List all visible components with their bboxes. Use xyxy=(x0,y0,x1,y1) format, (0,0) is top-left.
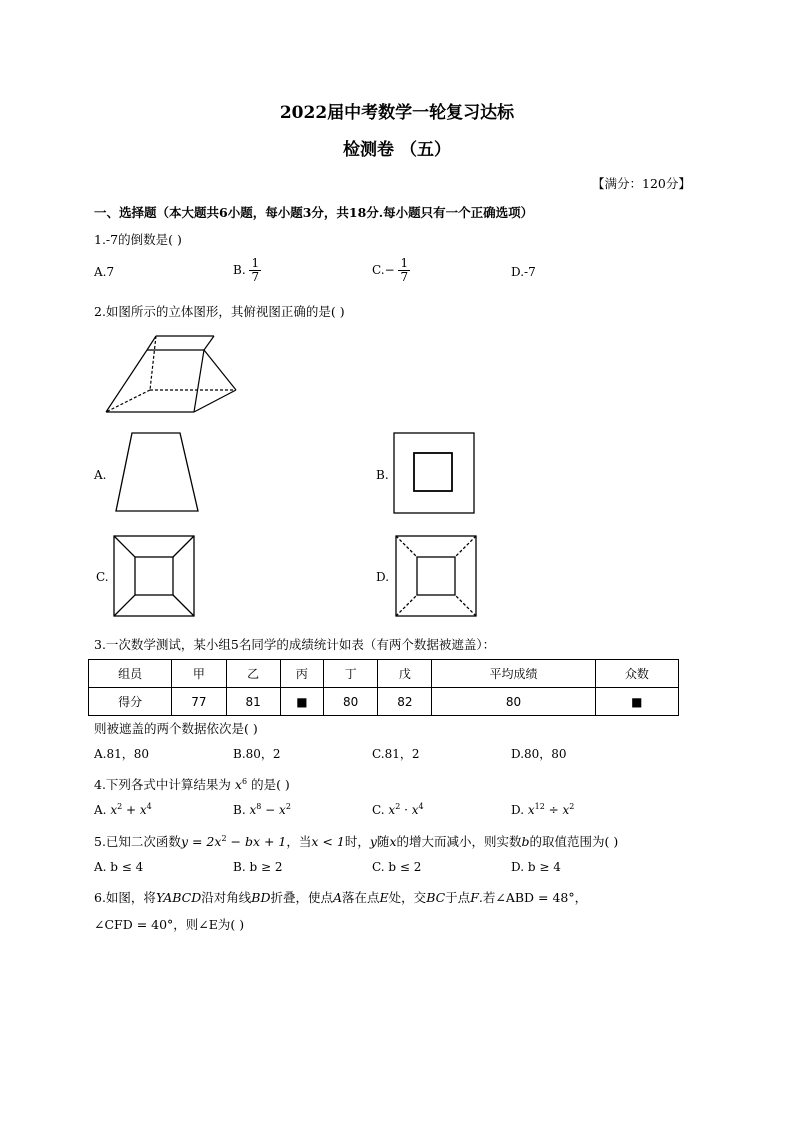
page-title: 2022届中考数学一轮复习达标 xyxy=(279,103,515,123)
q6-point: A xyxy=(333,890,343,905)
expr-op: ÷ xyxy=(544,803,563,817)
table-cell-masked: ■ xyxy=(595,688,678,716)
table-header-cell: 组员 xyxy=(89,660,172,688)
q4-option-d xyxy=(511,802,574,817)
q6-segment: BD xyxy=(251,890,271,905)
expr-exp: 2 xyxy=(285,802,291,811)
q6-text: 于点 xyxy=(445,890,471,905)
q2-option-c-frustum-top-view xyxy=(113,535,195,617)
table-header-cell: 丁 xyxy=(324,660,378,688)
q1-option-b xyxy=(233,257,261,284)
score-note: 【满分：120分】 xyxy=(592,176,691,191)
q6-point: E xyxy=(379,890,389,905)
expr-var: x xyxy=(139,803,147,817)
question-1-stem: 1.-7的倒数是( ) xyxy=(94,232,182,247)
q2-option-a-label: A. xyxy=(94,468,107,482)
table-cell: 80 xyxy=(432,688,595,716)
q1-option-c-fraction xyxy=(398,257,410,284)
table-cell: 80 xyxy=(324,688,378,716)
q4-stem-var: x xyxy=(234,777,242,792)
q4-option-c xyxy=(372,802,424,817)
q4-stem-suffix: 的是( ) xyxy=(251,777,290,792)
question-3-stem: 3.一次数学测试，某小组5名同学的成绩统计如表（有两个数据被遮盖）： xyxy=(94,637,496,652)
q1-option-a: A.7 xyxy=(94,265,115,279)
expr-exp: 2 xyxy=(395,802,401,811)
table-header-cell: 甲 xyxy=(172,660,226,688)
q6-segment: BC xyxy=(426,890,446,905)
q4-option-d-label: D. xyxy=(511,803,525,817)
q4-stem-exp: 6 xyxy=(241,776,248,786)
question-5-stem xyxy=(94,832,618,850)
section-heading: 一、选择题（本大题共6小题，每小题3分，共18分.每小题只有一个正确选项） xyxy=(94,205,534,220)
q6-text: 处，交 xyxy=(388,890,427,905)
q5-var: b xyxy=(521,834,530,849)
q6-point: F xyxy=(470,890,479,905)
expr-exp: 8 xyxy=(256,802,262,811)
table-row xyxy=(89,688,679,716)
expr-var: x xyxy=(527,803,535,817)
expr-op: − xyxy=(261,803,280,817)
q5-text: 的增大而减小，则实数 xyxy=(396,834,522,849)
q2-option-b-nested-squares xyxy=(393,432,475,514)
table-cell-masked: ■ xyxy=(280,688,323,716)
q4-option-b-label: B. xyxy=(233,803,246,817)
expr-exp: 4 xyxy=(418,802,424,811)
expr-exp: 12 xyxy=(534,802,545,811)
q5-var: x xyxy=(389,834,397,849)
table-cell: 81 xyxy=(226,688,280,716)
q2-option-b-label: B. xyxy=(376,468,389,482)
expr-var: x xyxy=(388,803,396,817)
q6-parallelogram: YABCD xyxy=(155,890,202,905)
expr-exp: 2 xyxy=(569,802,575,811)
table-header-cell: 戊 xyxy=(378,660,432,688)
question-3-followup: 则被遮盖的两个数据依次是( ) xyxy=(94,721,258,736)
q6-text: 折叠，使点 xyxy=(270,890,333,905)
q5-text: ，当 xyxy=(286,834,312,849)
q5-option-b: B. b ≥ 2 xyxy=(233,860,283,874)
question-6-stem-line1 xyxy=(94,888,587,906)
fraction-denominator: 7 xyxy=(251,270,260,284)
q1-option-b-fraction xyxy=(249,257,261,284)
q5-function: y = 2x xyxy=(180,834,222,849)
question-6-stem-line2: ∠CFD = 40°，则∠E为( ) xyxy=(94,917,245,932)
expr-op: · xyxy=(400,803,412,817)
q2-option-c-label: C. xyxy=(96,570,109,584)
q5-text: 的取值范围为( ) xyxy=(529,834,619,849)
q3-option-a: A.81，80 xyxy=(94,747,150,761)
fraction-denominator: 7 xyxy=(400,270,409,284)
q2-option-d-label: D. xyxy=(376,570,390,584)
q3-option-b: B.80，2 xyxy=(233,747,281,761)
q3-option-d: D.80，80 xyxy=(511,747,567,761)
expr-var: x xyxy=(279,803,286,817)
table-header-cell: 平均成绩 xyxy=(432,660,595,688)
score-table xyxy=(88,659,679,716)
q5-function-exp: 2 xyxy=(221,833,227,843)
q3-option-c: C.81，2 xyxy=(372,747,420,761)
fraction-numerator: 1 xyxy=(251,256,260,270)
q1-option-c-label: C.− xyxy=(372,263,395,277)
q5-text: 5.已知二次函数 xyxy=(94,834,181,849)
q5-option-c: C. b ≤ 2 xyxy=(372,860,422,874)
q4-stem-prefix: 4.下列各式中计算结果为 xyxy=(94,777,231,792)
table-cell: 得分 xyxy=(89,688,172,716)
q4-option-a-label: A. xyxy=(94,803,107,817)
q6-text: 6.如图，将 xyxy=(94,890,156,905)
frustum-3d-figure xyxy=(104,332,240,416)
expr-exp: 2 xyxy=(117,802,123,811)
fraction-numerator: 1 xyxy=(400,256,409,270)
q6-text: .若∠ABD = 48°， xyxy=(478,890,588,905)
q5-condition: x < 1 xyxy=(311,834,345,849)
table-header-cell: 众数 xyxy=(595,660,678,688)
expr-op: + xyxy=(122,803,140,817)
q1-option-d: D.-7 xyxy=(511,265,536,279)
q1-option-b-label: B. xyxy=(233,263,246,277)
table-header-cell: 乙 xyxy=(226,660,280,688)
q4-option-c-label: C. xyxy=(372,803,385,817)
q5-text: 时， xyxy=(344,834,370,849)
expr-var: x xyxy=(562,803,570,817)
expr-var: x xyxy=(249,803,257,817)
q6-text: 沿对角线 xyxy=(201,890,252,905)
q2-option-d-frustum-top-view-dashed xyxy=(395,535,477,617)
table-header-row xyxy=(89,660,679,688)
table-cell: 82 xyxy=(378,688,432,716)
q6-text: 落在点 xyxy=(342,890,380,905)
expr-var: x xyxy=(411,803,419,817)
expr-exp: 4 xyxy=(146,802,152,811)
q4-option-a xyxy=(94,802,152,817)
q5-option-d: D. b ≥ 4 xyxy=(511,860,561,874)
q1-option-c xyxy=(372,257,410,284)
q5-text: 随 xyxy=(376,834,390,849)
page-subtitle: 检测卷 （五） xyxy=(343,140,451,160)
expr-var: x xyxy=(110,803,118,817)
table-cell: 77 xyxy=(172,688,226,716)
question-2-stem: 2.如图所示的立体图形，其俯视图正确的是( ) xyxy=(94,304,345,319)
q2-option-a-trapezoid xyxy=(114,431,200,513)
question-4-stem xyxy=(94,775,290,793)
q5-function-tail: − bx + 1 xyxy=(226,834,287,849)
q5-var: y xyxy=(369,834,377,849)
q4-option-b xyxy=(233,802,291,817)
q5-option-a: A. b ≤ 4 xyxy=(94,860,144,874)
table-header-cell: 丙 xyxy=(280,660,323,688)
